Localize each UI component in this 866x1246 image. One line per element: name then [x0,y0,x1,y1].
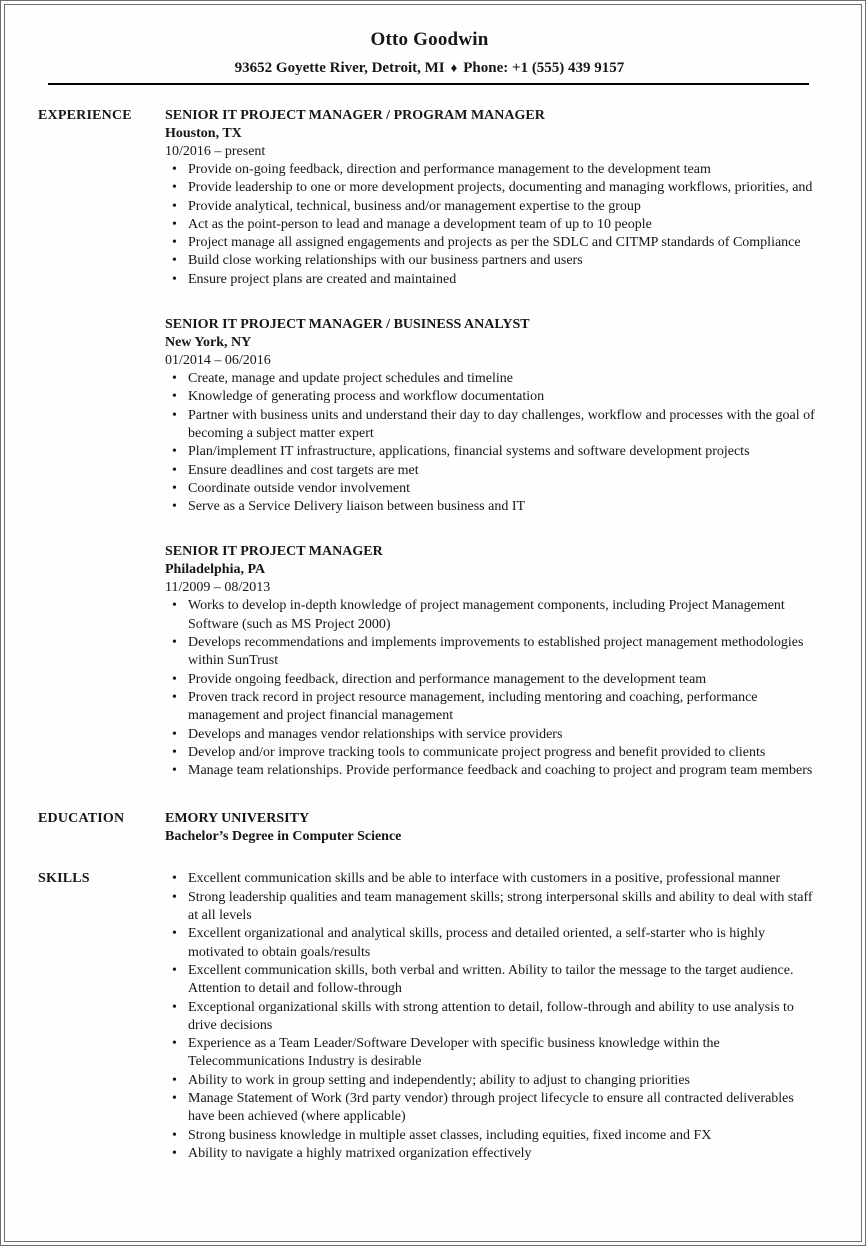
section-label-experience: EXPERIENCE [38,108,132,123]
bullet-item: • Develops recommendations and implements improvements to established project management methodologies within SunTrust [165,634,821,671]
experience-body [165,107,821,780]
job-title: SENIOR IT PROJECT MANAGER / BUSINESS ANALYST [165,317,530,333]
job-bullets [165,161,821,289]
job-location: Houston, TX [165,126,242,141]
job-title: SENIOR IT PROJECT MANAGER [165,544,383,560]
bullet-item: • Project manage all assigned engagements and projects as per the SDLC and CITMP standards of Compliance [165,234,821,252]
address-text: 93652 Goyette River, Detroit, MI [234,60,445,76]
resume-header [38,30,821,85]
bullet-item: • Provide ongoing feedback, direction and performance management to the development team [165,671,821,689]
skill-item: • Exceptional organizational skills with strong attention to detail, follow-through and ability to use analysis to drive decisions [165,999,821,1036]
job-location: Philadelphia, PA [165,562,266,578]
bullet-item: • Ensure deadlines and cost targets are met [165,462,821,480]
skill-item: • Strong leadership qualities and team management skills; strong interpersonal skills and ability to deal with staff at all levels [165,889,821,926]
job-dates: 10/2016 – present [165,144,266,159]
job-location: New York, NY [165,335,252,351]
bullet-item: • Provide leadership to one or more development projects, documenting and managing workflows, priorities, and [165,179,821,197]
bullet-item: • Plan/implement IT infrastructure, applications, financial systems and software development projects [165,443,821,461]
job-dates: 11/2009 – 08/2013 [165,580,271,596]
skills-body [165,870,821,1163]
education-body [165,810,821,846]
job-title: SENIOR IT PROJECT MANAGER / PROGRAM MANAGER [165,108,545,123]
skills-list [165,870,821,1163]
bullet-item: • Partner with business units and understand their day to day challenges, workflow and processes with the goal of becoming a subject matter expert [165,407,821,444]
bullet-item: • Develop and/or improve tracking tools to communicate project progress and benefit provided to clients [165,744,821,762]
skill-item: • Excellent communication skills and be able to interface with customers in a positive, professional manner [165,870,821,888]
job-entry [165,107,821,289]
bullet-item: • Proven track record in project resource management, including mentoring and coaching, performance management and project financial management [165,689,821,726]
section-label-skills: SKILLS [38,871,90,887]
bullet-item: • Serve as a Service Delivery liaison between business and IT [165,498,821,516]
diamond-separator-icon: ♦ [450,60,458,75]
school-name: EMORY UNIVERSITY [165,811,310,827]
resume-content [5,5,861,1163]
skill-item: • Excellent communication skills, both verbal and written. Ability to tailor the message to the target audience. Attention to detail and follow-through [165,962,821,999]
experience-section [38,107,821,780]
phone-text: Phone: +1 (555) 439 9157 [463,60,625,76]
job-entry [165,543,821,780]
skill-item: • Excellent organizational and analytical skills, process and detailed oriented, a self-starter who is highly motivated to obtain goals/results [165,925,821,962]
candidate-name: Otto Goodwin [370,29,489,50]
education-section [38,810,821,846]
bullet-item: • Build close working relationships with our business partners and users [165,252,821,270]
skill-item: • Ability to work in group setting and independently; ability to adjust to changing priorities [165,1072,821,1090]
bullet-item: • Knowledge of generating process and workflow documentation [165,388,821,406]
bullet-item: • Create, manage and update project schedules and timeline [165,370,821,388]
bullet-item: • Provide analytical, technical, business and/or management expertise to the group [165,198,821,216]
bullet-item: • Works to develop in-depth knowledge of project management components, including Project Management Software (such as MS Project 2000) [165,597,821,634]
skill-item: • Manage Statement of Work (3rd party vendor) through project lifecycle to ensure all contracted deliverables have been achieved (where applicable) [165,1090,821,1127]
job-entry [165,316,821,516]
contact-line [38,60,821,76]
job-bullets [165,597,821,780]
bullet-item: • Coordinate outside vendor involvement [165,480,821,498]
bullet-item: • Ensure project plans are created and maintained [165,271,821,289]
bullet-item: • Provide on-going feedback, direction and performance management to the development team [165,161,821,179]
bullet-item: • Act as the point-person to lead and manage a development team of up to 10 people [165,216,821,234]
job-dates: 01/2014 – 06/2016 [165,353,271,369]
skill-item: • Ability to navigate a highly matrixed organization effectively [165,1145,821,1163]
job-bullets [165,370,821,516]
bullet-item: • Manage team relationships. Provide performance feedback and coaching to project and program team members [165,762,821,780]
skills-section [38,870,821,1163]
skill-item: • Strong business knowledge in multiple asset classes, including equities, fixed income and FX [165,1127,821,1145]
resume-page [4,4,862,1242]
degree: Bachelor’s Degree in Computer Science [165,829,402,845]
bullet-item: • Develops and manages vendor relationships with service providers [165,726,821,744]
header-divider [48,83,809,85]
section-label-education: EDUCATION [38,811,125,827]
skill-item: • Experience as a Team Leader/Software Developer with specific business knowledge within the Telecommunications Industry is desirable [165,1035,821,1072]
